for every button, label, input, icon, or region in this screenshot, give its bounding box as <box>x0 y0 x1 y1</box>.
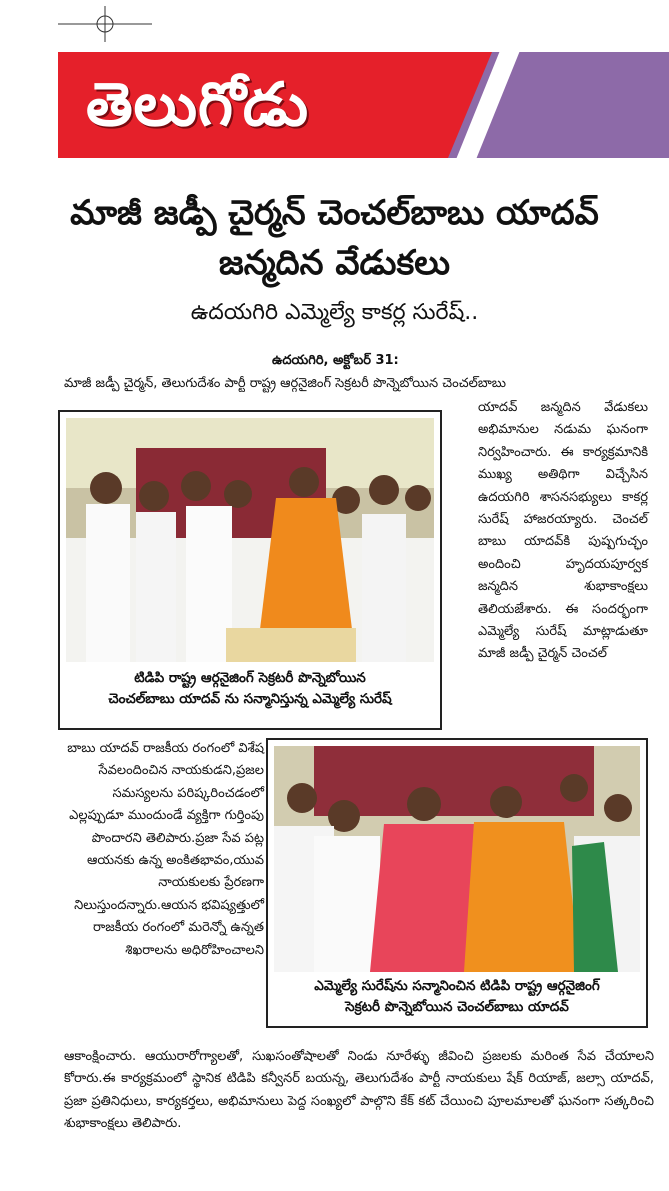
article-right-column-text: యాదవ్ జన్మదిన వేడుకలు అభిమానుల నడుమ ఘనంగా నిర్వహించారు. ఈ కార్యక్రమానికి ముఖ్య అతిథిగా విచ్చేసిన ఉదయగిరి శాసనసభ్యులు కాకర్ల సురేష్ హాజరయ్యారు. చెంచల్ బాబు యాదవ్‌కి పుష్పగుచ్ఛం అందించి హృదయపూర్వక జన్మదిన శుభాకాంక్షలు తెలియజేశారు. ఈ సందర్భంగా ఎమ్మెల్యే సురేష్ మాట్లాడుతూ మాజీ జడ్పీ చైర్మన్ చెంచల్ <box>478 400 648 662</box>
photo-2-caption-line-2: సెక్రటరీ పొన్నెబోయిన చెంచల్‌బాబు యాదవ్ <box>345 999 569 1015</box>
photo-2-caption-line-1: ఎమ్మెల్యే సురేష్‌ను సన్మానించిన టిడిపి రాష్ట్ర ఆర్గనైజింగ్ <box>314 978 600 994</box>
article-subheadline: ఉదయగిరి ఎమ్మెల్యే కాకర్ల సురేష్.. <box>190 300 479 325</box>
article-closing-text: ఆకాంక్షించారు. ఆయురారోగ్యాలతో, సుఖసంతోషాలతో నిండు నూరేళ్ళు జీవించి ప్రజలకు మరింత సేవ చేయాలని కోరారు.ఈ కార్యక్రమంలో స్థానిక టిడిపి కన్వీనర్ బయన్న, తెలుగుదేశం పార్టీ నాయకులు షేక్ రియాజ్, జల్సా యాదవ్, ప్రజా ప్రతినిధులు, కార్యకర్తలు, అభిమానులు పెద్ద సంఖ్యలో పాల్గొని కేక్ కట్ చేయించి పూలమాలతో ఘనంగా సత్కరించి శుభాకాంక్షలు తెలిపారు. <box>64 1049 654 1132</box>
photo-2-image <box>274 746 640 972</box>
photo-1-caption-line-1: టిడిపి రాష్ట్ర ఆర్గనైజింగ్ సెక్రటరీ పొన్నెబోయిన <box>134 670 366 686</box>
headline-line-1: మాజీ జడ్పీ చైర్మన్ చెంచల్‌బాబు యాదవ్ <box>70 193 599 233</box>
registration-mark-icon <box>58 6 152 42</box>
news-photo-1 <box>58 410 442 730</box>
headline-line-2: జన్మదిన వేడుకలు <box>218 243 451 283</box>
masthead-banner <box>58 52 669 158</box>
newspaper-logo: తెలుగోడు <box>86 70 309 140</box>
article-left-column-text: బాబు యాదవ్ రాజకీయ రంగంలో విశేష సేవలందించిన నాయకుడని,ప్రజల సమస్యలను పరిష్కరించడంలో ఎల్లప్పుడూ ముందుండే వ్యక్తిగా గుర్తింపు పొందారని తెలిపారు.ప్రజా సేవ పట్ల ఆయనకు ఉన్న అంకితభావం,యువ నాయకులకు ప్రేరణగా నిలుస్తుందన్నారు.ఆయన భవిష్యత్తులో రాజకీయ రంగంలో మరెన్నో ఉన్నత శిఖరాలను అధిరోహించాలని <box>67 741 264 958</box>
photo-1-caption <box>68 668 432 710</box>
dateline: ఉదయగిరి, అక్టోబర్ 31: <box>272 353 399 368</box>
photo-1-image <box>66 418 434 662</box>
article-intro-text: మాజీ జడ్పీ చైర్మన్, తెలుగుదేశం పార్టీ రాష్ట్ర ఆర్గనైజింగ్ సెక్రటరీ పొన్నెబోయిన చెంచల్‌బాబు <box>64 376 507 391</box>
photo-2-caption <box>276 976 638 1018</box>
article-headline <box>0 188 669 288</box>
news-photo-2 <box>266 738 648 1028</box>
photo-1-caption-line-2: చెంచల్‌బాబు యాదవ్ ను సన్మానిస్తున్న ఎమ్మెల్యే సురేష్ <box>108 691 392 707</box>
